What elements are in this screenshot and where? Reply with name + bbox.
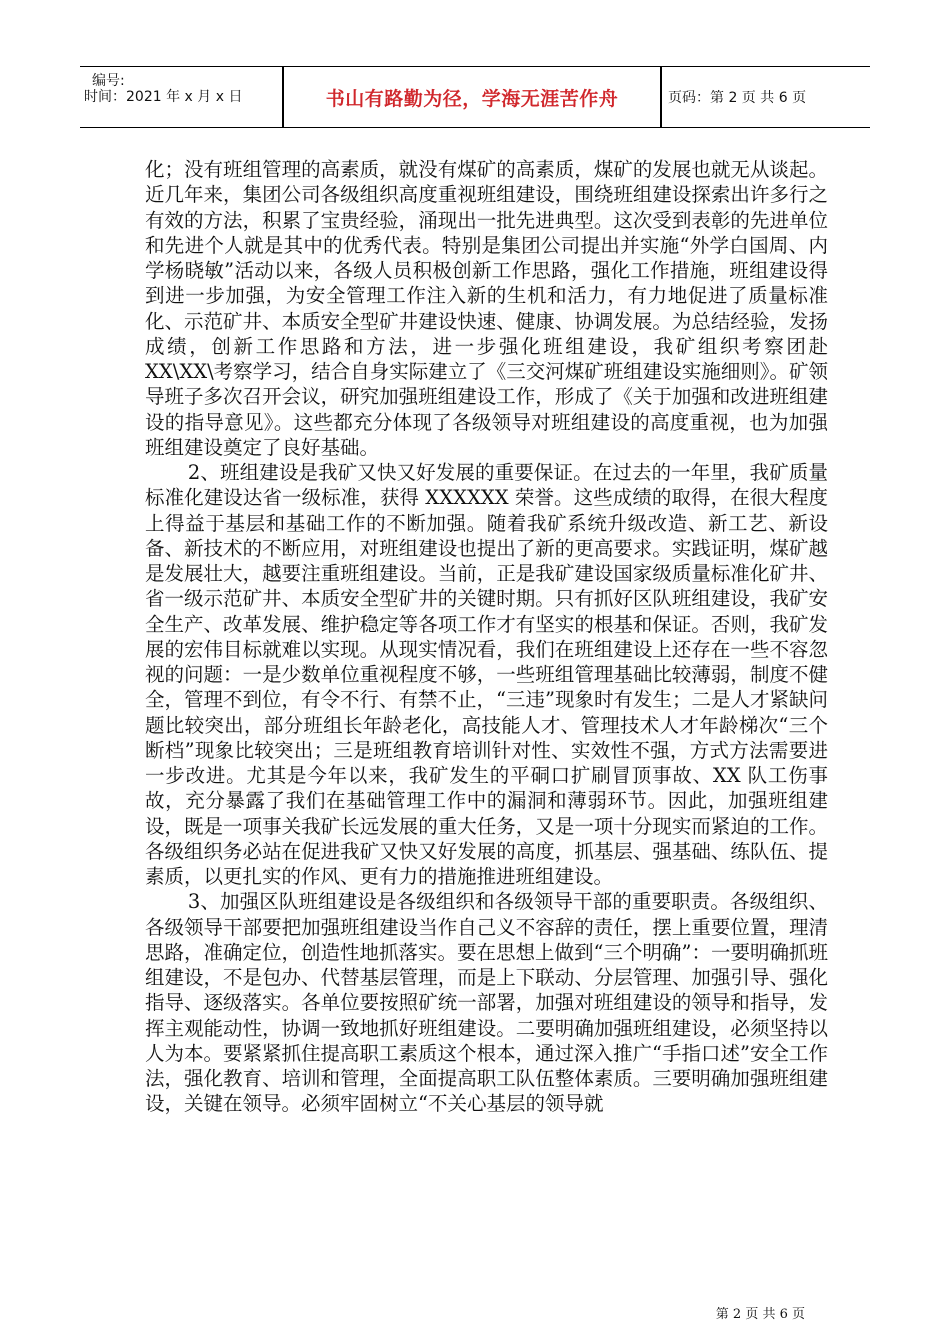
page-header [80,66,870,128]
paragraph: 化；没有班组管理的高素质，就没有煤矿的高素质，煤矿的发展也就无从谈起。近几年来，集团公司各级组织高度重视班组建设，围绕班组建设探索出许多行之有效的方法，积累了宝贵经验，涌现出一批先进典型。这次受到表彰的先进单位和先进个人就是其中的优秀代表。特别是集团公司提出并实施“外学白国周、内学杨晓敏”活动以来，各级人员积极创新工作思路，强化工作措施，班组建设得到进一步加强，为安全管理工作注入新的生机和活力，有力地促进了质量标准化、示范矿井、本质安全型矿井建设快速、健康、协调发展。为总结经验，发扬成绩，创新工作思路和方法，进一步强化班组建设，我矿组织考察团赴 XX\XX\考察学习，结合自身实际建立了《三交河煤矿班组建设实施细则》。矿领导班子多次召开会议，研究加强班组建设工作，形成了《关于加强和改进班组建设的指导意见》。这些都充分体现了各级领导对班组建设的高度重视，也为加强班组建设奠定了良好基础。 [145,158,828,459]
document-body [145,157,828,1117]
paragraph: 2、班组建设是我矿又快又好发展的重要保证。在过去的一年里，我矿质量标准化建设达省一级标准，获得 XXXXXX 荣誉。这些成绩的取得，在很大程度上得益于基层和基础工作的不断加强。随着我矿系统升级改造、新工艺、新设备、新技术的不断应用，对班组建设也提出了新的更高要求。实践证明，煤矿越是发展壮大，越要注重班组建设。当前，正是我矿建设国家级质量标准化矿井、省一级示范矿井、本质安全型矿井的关键时期。只有抓好区队班组建设，我矿安全生产、改革发展、维护稳定等各项工作才有坚实的根基和保证。否则，我矿发展的宏伟目标就难以实现。从现实情况看，我们在班组建设上还存在一些不容忽视的问题：一是少数单位重视程度不够，一些班组管理基础比较薄弱，制度不健全，管理不到位，有令不行、有禁不止，“三违”现象时有发生；二是人才紧缺问题比较突出，部分班组长年龄老化，高技能人才、管理技术人才年龄梯次“三个断档”现象比较突出；三是班组教育培训针对性、实效性不强，方式方法需要进一步改进。尤其是今年以来，我矿发生的平硐口扩刷冒顶事故、XX 队工伤事故，充分暴露了我们在基础管理工作中的漏洞和薄弱环节。因此，加强班组建设，既是一项事关我矿长远发展的重大任务，又是一项十分现实而紧迫的工作。各级组织务必站在促进我矿又快又好发展的高度，抓基层、强基础、练队伍、提素质，以更扎实的作风、更有力的措施推进班组建设。 [145,461,828,888]
header-motto: 书山有路勤为径，学海无涯苦作舟 [325,87,619,110]
footer-page-number: 第 2 页 共 6 页 [715,1307,805,1322]
header-divider [660,67,662,127]
header-time-label: 时间：2021 年 x 月 x 日 [84,89,243,105]
paragraph: 3、加强区队班组建设是各级组织和各级领导干部的重要职责。各级组织、各级领导干部要把加强班组建设当作自己义不容辞的责任，摆上重要位置，理清思路，准确定位，创造性地抓落实。要在思想上做到“三个明确”：一要明确抓班组建设，不是包办、代替基层管理，而是上下联动、分层管理、加强引导、强化指导、逐级落实。各单位要按照矿统一部署，加强对班组建设的领导和指导，发挥主观能动性，协调一致地抓好班组建设。二要明确加强班组建设，必须坚持以人为本。要紧紧抓住提高职工素质这个根本，通过深入推广“手指口述”安全工作法，强化教育、培训和管理，全面提高职工队伍整体素质。三要明确加强班组建设，关键在领导。必须牢固树立“不关心基层的领导就 [145,890,828,1116]
header-page-number: 页码：第 2 页 共 6 页 [668,90,807,106]
header-number-label: 编号: [92,73,125,89]
header-meta [84,67,284,127]
